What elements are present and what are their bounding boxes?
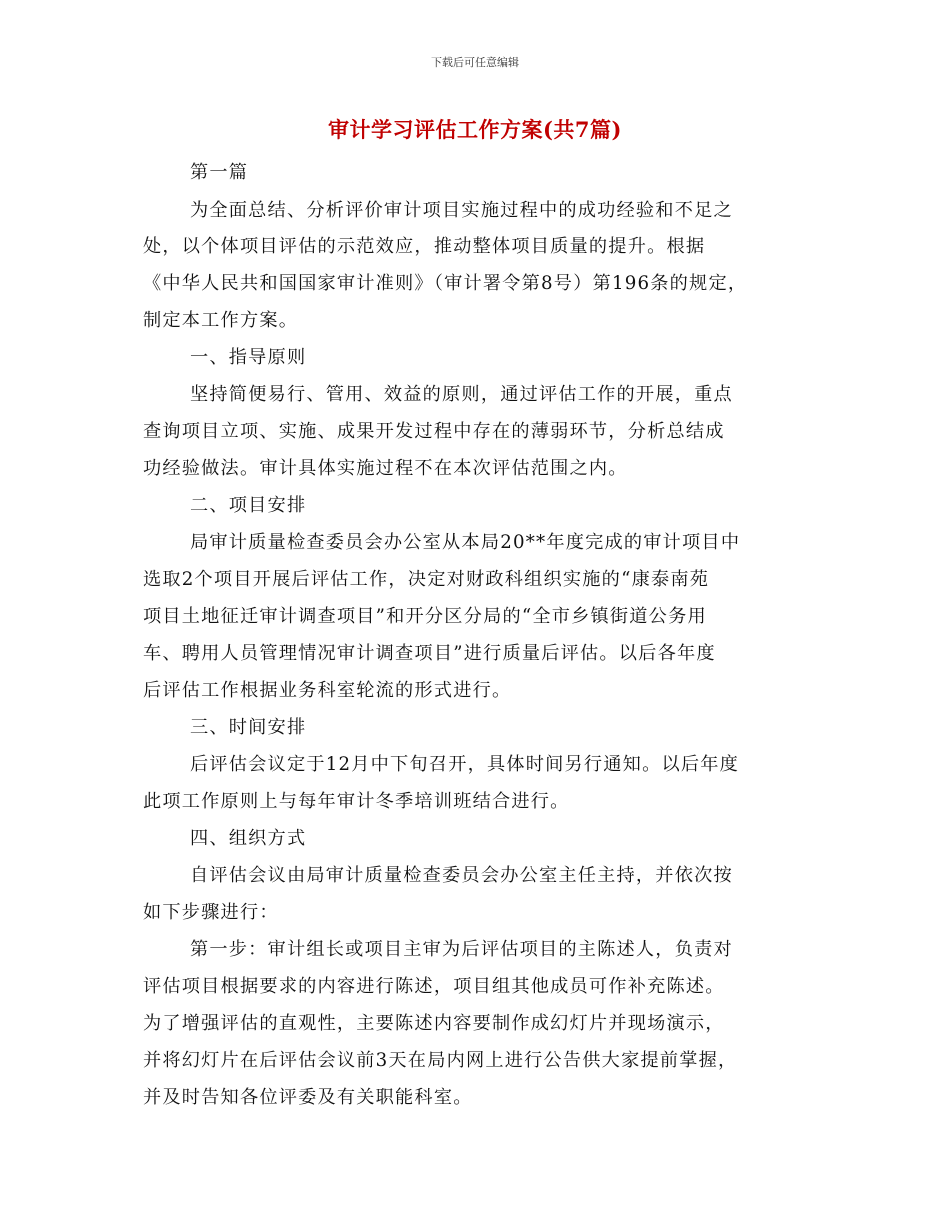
paragraph-line: 评估项目根据要求的内容进行陈述，项目组其他成员可作补充陈述。 <box>143 976 725 997</box>
paragraph-line: 处，以个体项目评估的示范效应，推动整体项目质量的提升。根据 <box>143 236 706 257</box>
paragraph-line: 为了增强评估的直观性，主要陈述内容要制作成幻灯片并现场演示， <box>143 1013 725 1034</box>
paragraph-line: 为全面总结、分析评价审计项目实施过程中的成功经验和不足之 <box>190 200 733 221</box>
paragraph-line: 项目土地征迁审计调查项目”和开分区分局的“全市乡镇街道公务用 <box>143 606 707 627</box>
paragraph-line: 选取2个项目开展后评估工作，决定对财政科组织实施的“康泰南苑 <box>143 569 710 590</box>
paragraph-line: 并将幻灯片在后评估会议前3天在局内网上进行公告供大家提前掌握， <box>143 1050 738 1071</box>
section-heading-time-arrangement: 三、时间安排 <box>190 717 307 738</box>
section-heading-guiding-principles: 一、指导原则 <box>190 347 307 368</box>
section-heading-organization: 四、组织方式 <box>190 828 307 849</box>
paragraph-line: 自评估会议由局审计质量检查委员会办公室主任主持，并依次按 <box>190 865 733 886</box>
paragraph-line: 查询项目立项、实施、成果开发过程中存在的薄弱环节，分析总结成 <box>143 421 725 442</box>
paragraph-line: 如下步骤进行： <box>143 902 279 923</box>
section-heading-part-one: 第一篇 <box>190 162 249 183</box>
paragraph-line: 制定本工作方案。 <box>143 310 299 331</box>
paragraph-line: 功经验做法。审计具体实施过程不在本次评估范围之内。 <box>143 458 628 479</box>
paragraph-line: 并及时告知各位评委及有关职能科室。 <box>143 1087 473 1108</box>
paragraph-line: 《中华人民共和国国家审计准则》（审计署令第8号）第196条的规定， <box>143 273 748 294</box>
paragraph-line: 车、聘用人员管理情况审计调查项目”进行质量后评估。以后各年度 <box>143 643 716 664</box>
paragraph-line: 此项工作原则上与每年审计冬季培训班结合进行。 <box>143 791 570 812</box>
paragraph-line: 第一步：审计组长或项目主审为后评估项目的主陈述人，负责对 <box>190 939 733 960</box>
document-title: 审计学习评估工作方案(共7篇) <box>328 117 622 142</box>
page-header-note: 下载后可任意编辑 <box>431 56 519 69</box>
paragraph-line: 坚持简便易行、管用、效益的原则，通过评估工作的开展，重点 <box>190 384 733 405</box>
section-heading-project-arrangement: 二、项目安排 <box>190 495 307 516</box>
paragraph-line: 后评估会议定于12月中下旬召开，具体时间另行通知。以后年度 <box>190 754 740 775</box>
paragraph-line: 后评估工作根据业务科室轮流的形式进行。 <box>143 680 512 701</box>
paragraph-line: 局审计质量检查委员会办公室从本局20**年度完成的审计项目中 <box>190 532 741 553</box>
